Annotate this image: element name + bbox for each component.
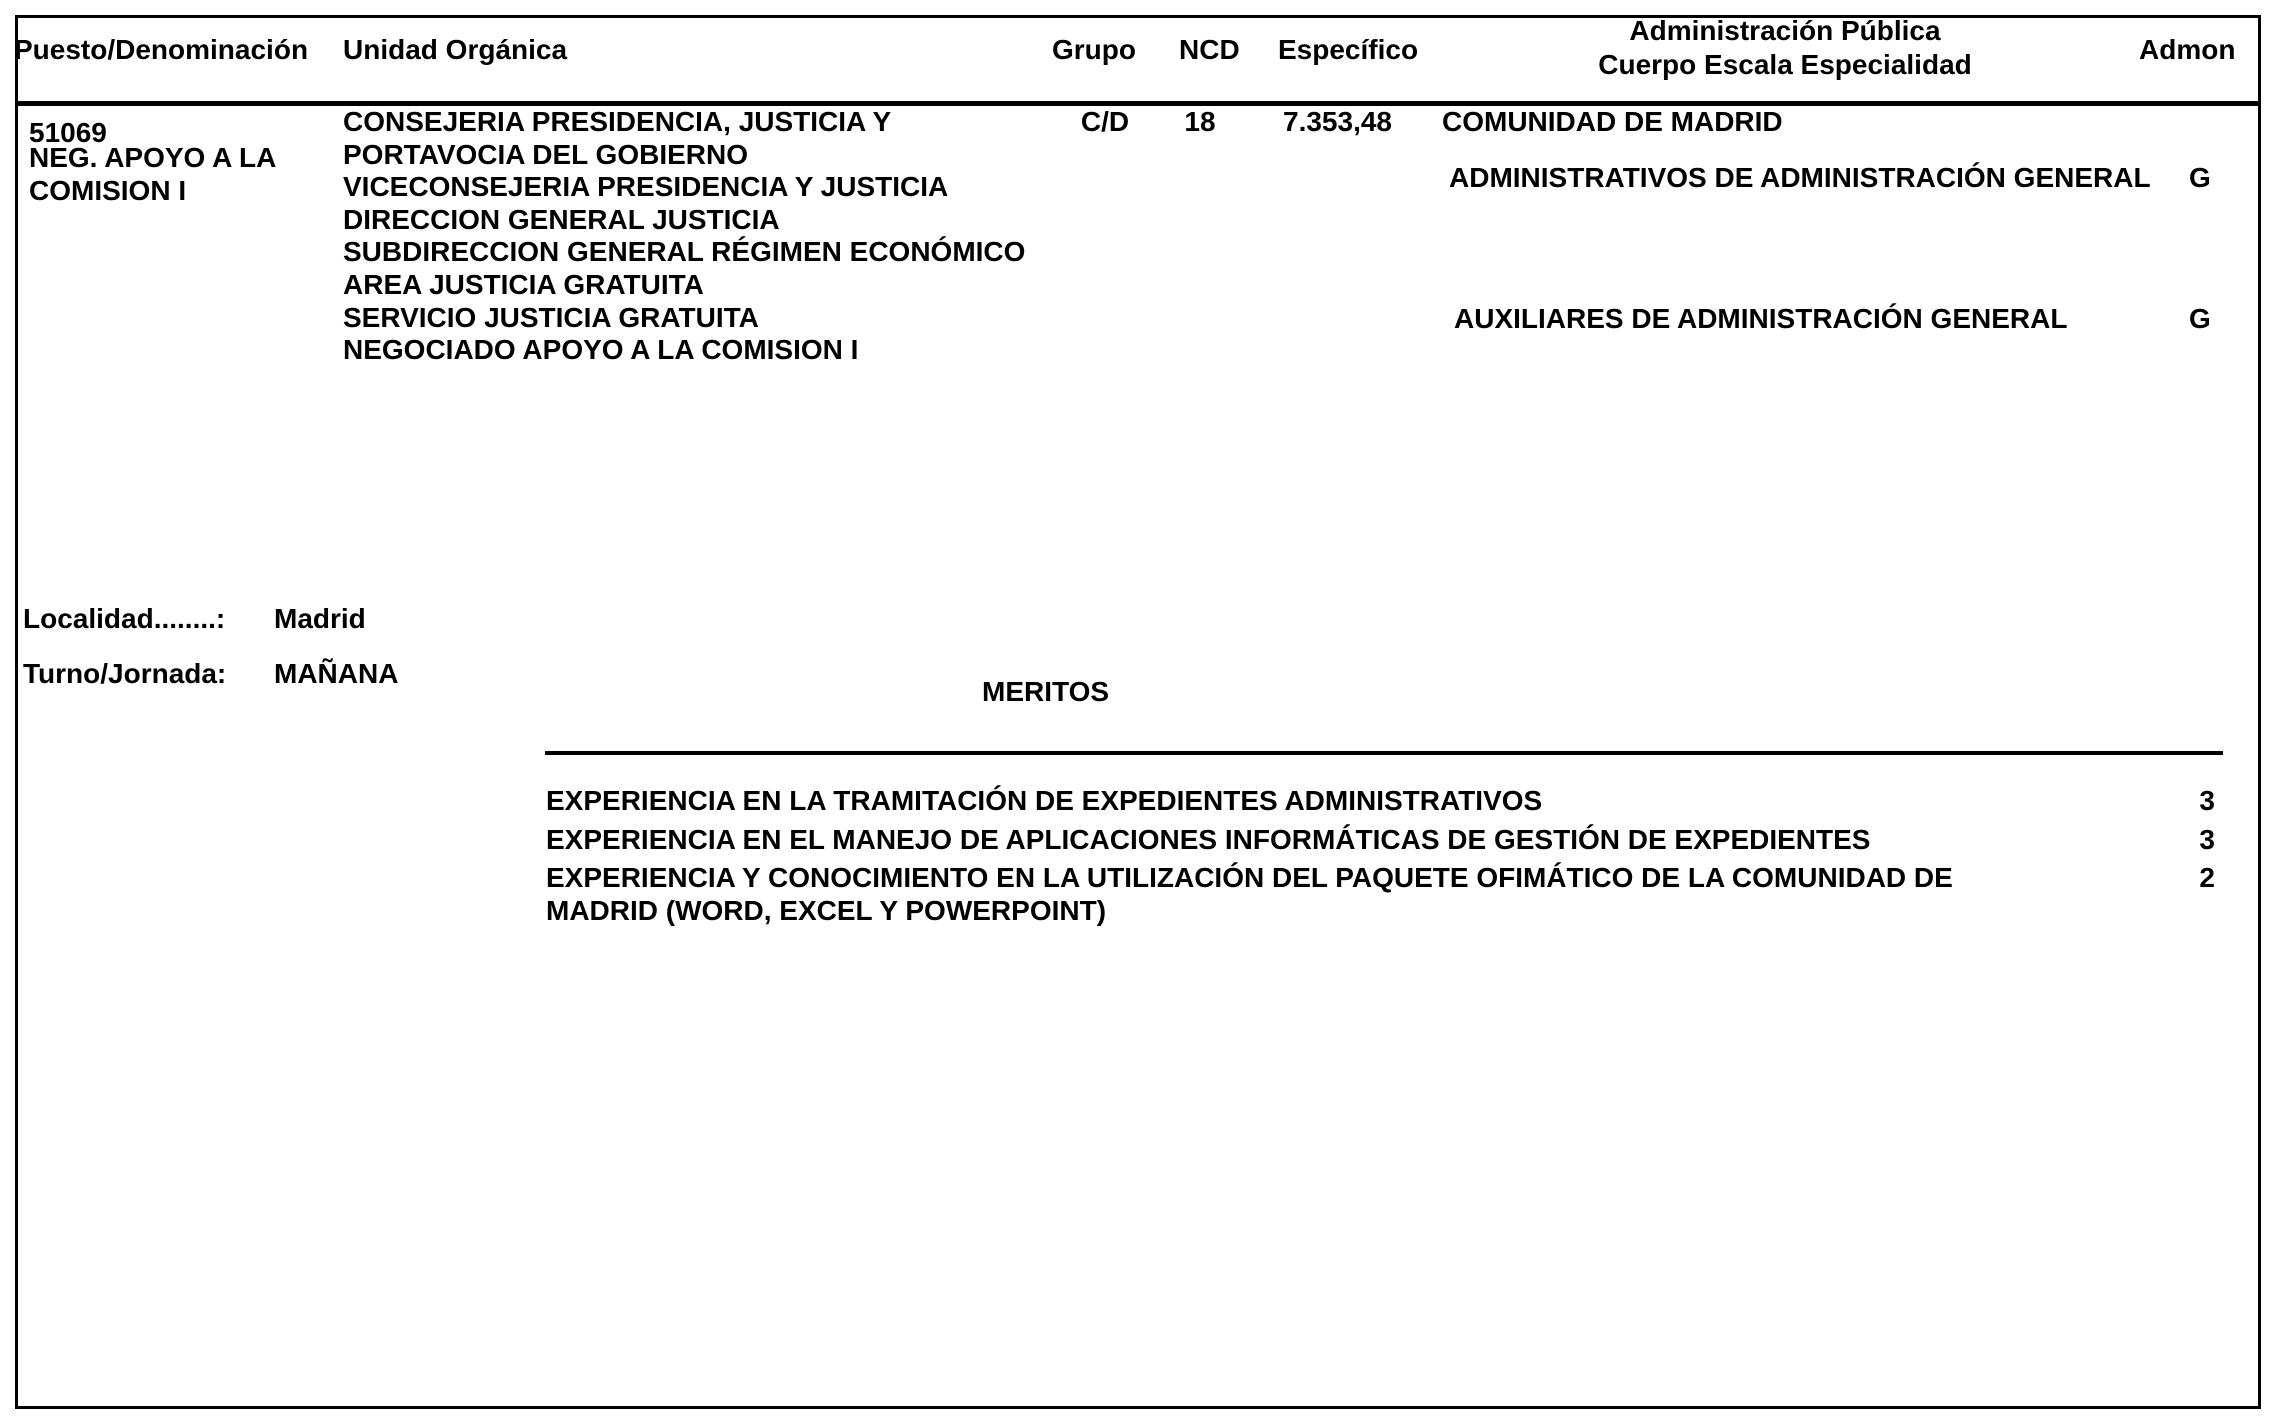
unidad-line: SUBDIRECCION GENERAL RÉGIMEN ECONÓMICO: [343, 236, 1026, 268]
cuerpo-admon: G: [2189, 162, 2211, 193]
record-unidad: [343, 106, 1025, 367]
header-admon: Admon: [2139, 34, 2236, 65]
unidad-line: PORTAVOCIA DEL GOBIERNO: [343, 138, 748, 170]
header-especifico: Específico: [1278, 34, 1419, 65]
denominacion-line: NEG. APOYO A LA: [29, 142, 277, 173]
turno-value: MAÑANA: [274, 658, 399, 689]
header-cuerpo-escala: Cuerpo Escala Especialidad: [1598, 49, 1972, 80]
unidad-line: CONSEJERIA PRESIDENCIA, JUSTICIA Y: [343, 106, 892, 137]
unidad-line: NEGOCIADO APOYO A LA COMISION I: [343, 334, 859, 366]
turno-label: Turno/Jornada:: [23, 658, 227, 689]
record-especifico: 7.353,48: [1283, 106, 1392, 137]
unidad-line: DIRECCION GENERAL JUSTICIA: [343, 203, 780, 235]
header-ncd: NCD: [1179, 34, 1240, 65]
merito-text: EXPERIENCIA EN LA TRAMITACIÓN DE EXPEDIENTES ADMINISTRATIVOS: [546, 785, 1543, 816]
merito-points: 3: [2199, 824, 2215, 855]
merito-points: 3: [2199, 785, 2215, 816]
record-denominacion: [29, 142, 276, 207]
header-puesto: Puesto/Denominación: [14, 34, 309, 65]
merito-text-line: EXPERIENCIA Y CONOCIMIENTO EN LA UTILIZACIÓN DEL PAQUETE OFIMÁTICO DE LA COMUNIDAD DE: [546, 862, 1953, 893]
merito-text-line: MADRID (WORD, EXCEL Y POWERPOINT): [546, 894, 1107, 926]
cuerpo-name: ADMINISTRATIVOS DE ADMINISTRACIÓN GENERAL: [1449, 162, 2151, 193]
header-unidad: Unidad Orgánica: [343, 34, 568, 65]
merito-text: [546, 862, 1953, 927]
record-code: 51069: [29, 117, 107, 148]
record-ncd: 18: [1184, 106, 1216, 137]
localidad-value: Madrid: [274, 603, 366, 634]
unidad-line: SERVICIO JUSTICIA GRATUITA: [343, 301, 759, 333]
cuerpo-name: AUXILIARES DE ADMINISTRACIÓN GENERAL: [1454, 303, 2068, 334]
header-grupo: Grupo: [1052, 34, 1136, 65]
unidad-line: VICECONSEJERIA PRESIDENCIA Y JUSTICIA: [343, 171, 949, 203]
header-admin-publica: Administración Pública: [1629, 15, 1941, 46]
record-administracion: COMUNIDAD DE MADRID: [1442, 106, 1783, 137]
merito-points: 2: [2199, 862, 2215, 893]
record-grupo: C/D: [1080, 106, 1130, 137]
localidad-label: Localidad........:: [23, 603, 226, 634]
meritos-rule: [545, 751, 2223, 755]
cuerpo-admon: G: [2189, 303, 2211, 334]
merito-text: EXPERIENCIA EN EL MANEJO DE APLICACIONES INFORMÁTICAS DE GESTIÓN DE EXPEDIENTES: [546, 824, 1871, 855]
denominacion-line: COMISION I: [29, 174, 187, 206]
meritos-title: MERITOS: [982, 676, 1110, 707]
unidad-line: AREA JUSTICIA GRATUITA: [343, 268, 704, 300]
